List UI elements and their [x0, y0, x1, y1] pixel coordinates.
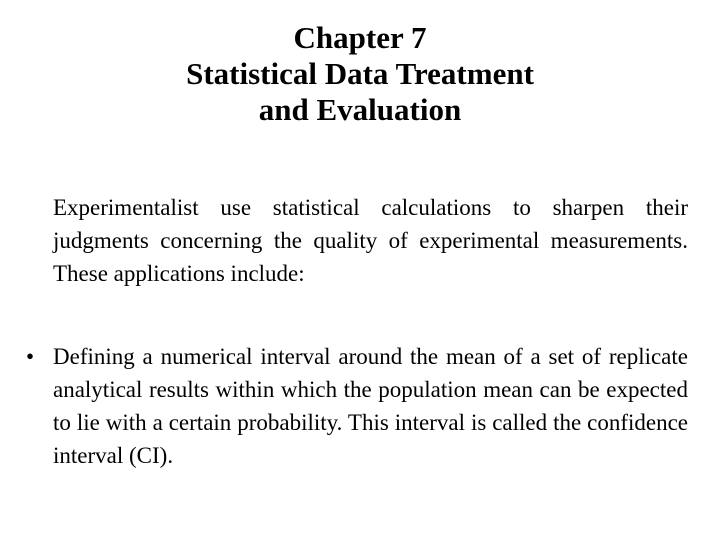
- bullet-list: [26, 340, 688, 472]
- title-line-subject-continued: and Evaluation: [258, 92, 462, 127]
- bullet-text: Defining a numerical interval around the mean of a set of replicate analytical results within which the population mean can be expected to lie with a certain probability. This interval is called the confidence interval (CI).: [53, 344, 688, 468]
- intro-paragraph: Experimentalist use statistical calculations to sharpen their judgments concerning the quality of experimental measurements. These applications include:: [53, 195, 688, 286]
- title-line-chapter: Chapter 7: [293, 20, 427, 55]
- bullet-item-confidence-interval: [26, 340, 688, 472]
- title-line-subject: Statistical Data Treatment: [186, 56, 534, 91]
- bullet-icon: •: [26, 344, 35, 369]
- slide-title: [0, 20, 720, 128]
